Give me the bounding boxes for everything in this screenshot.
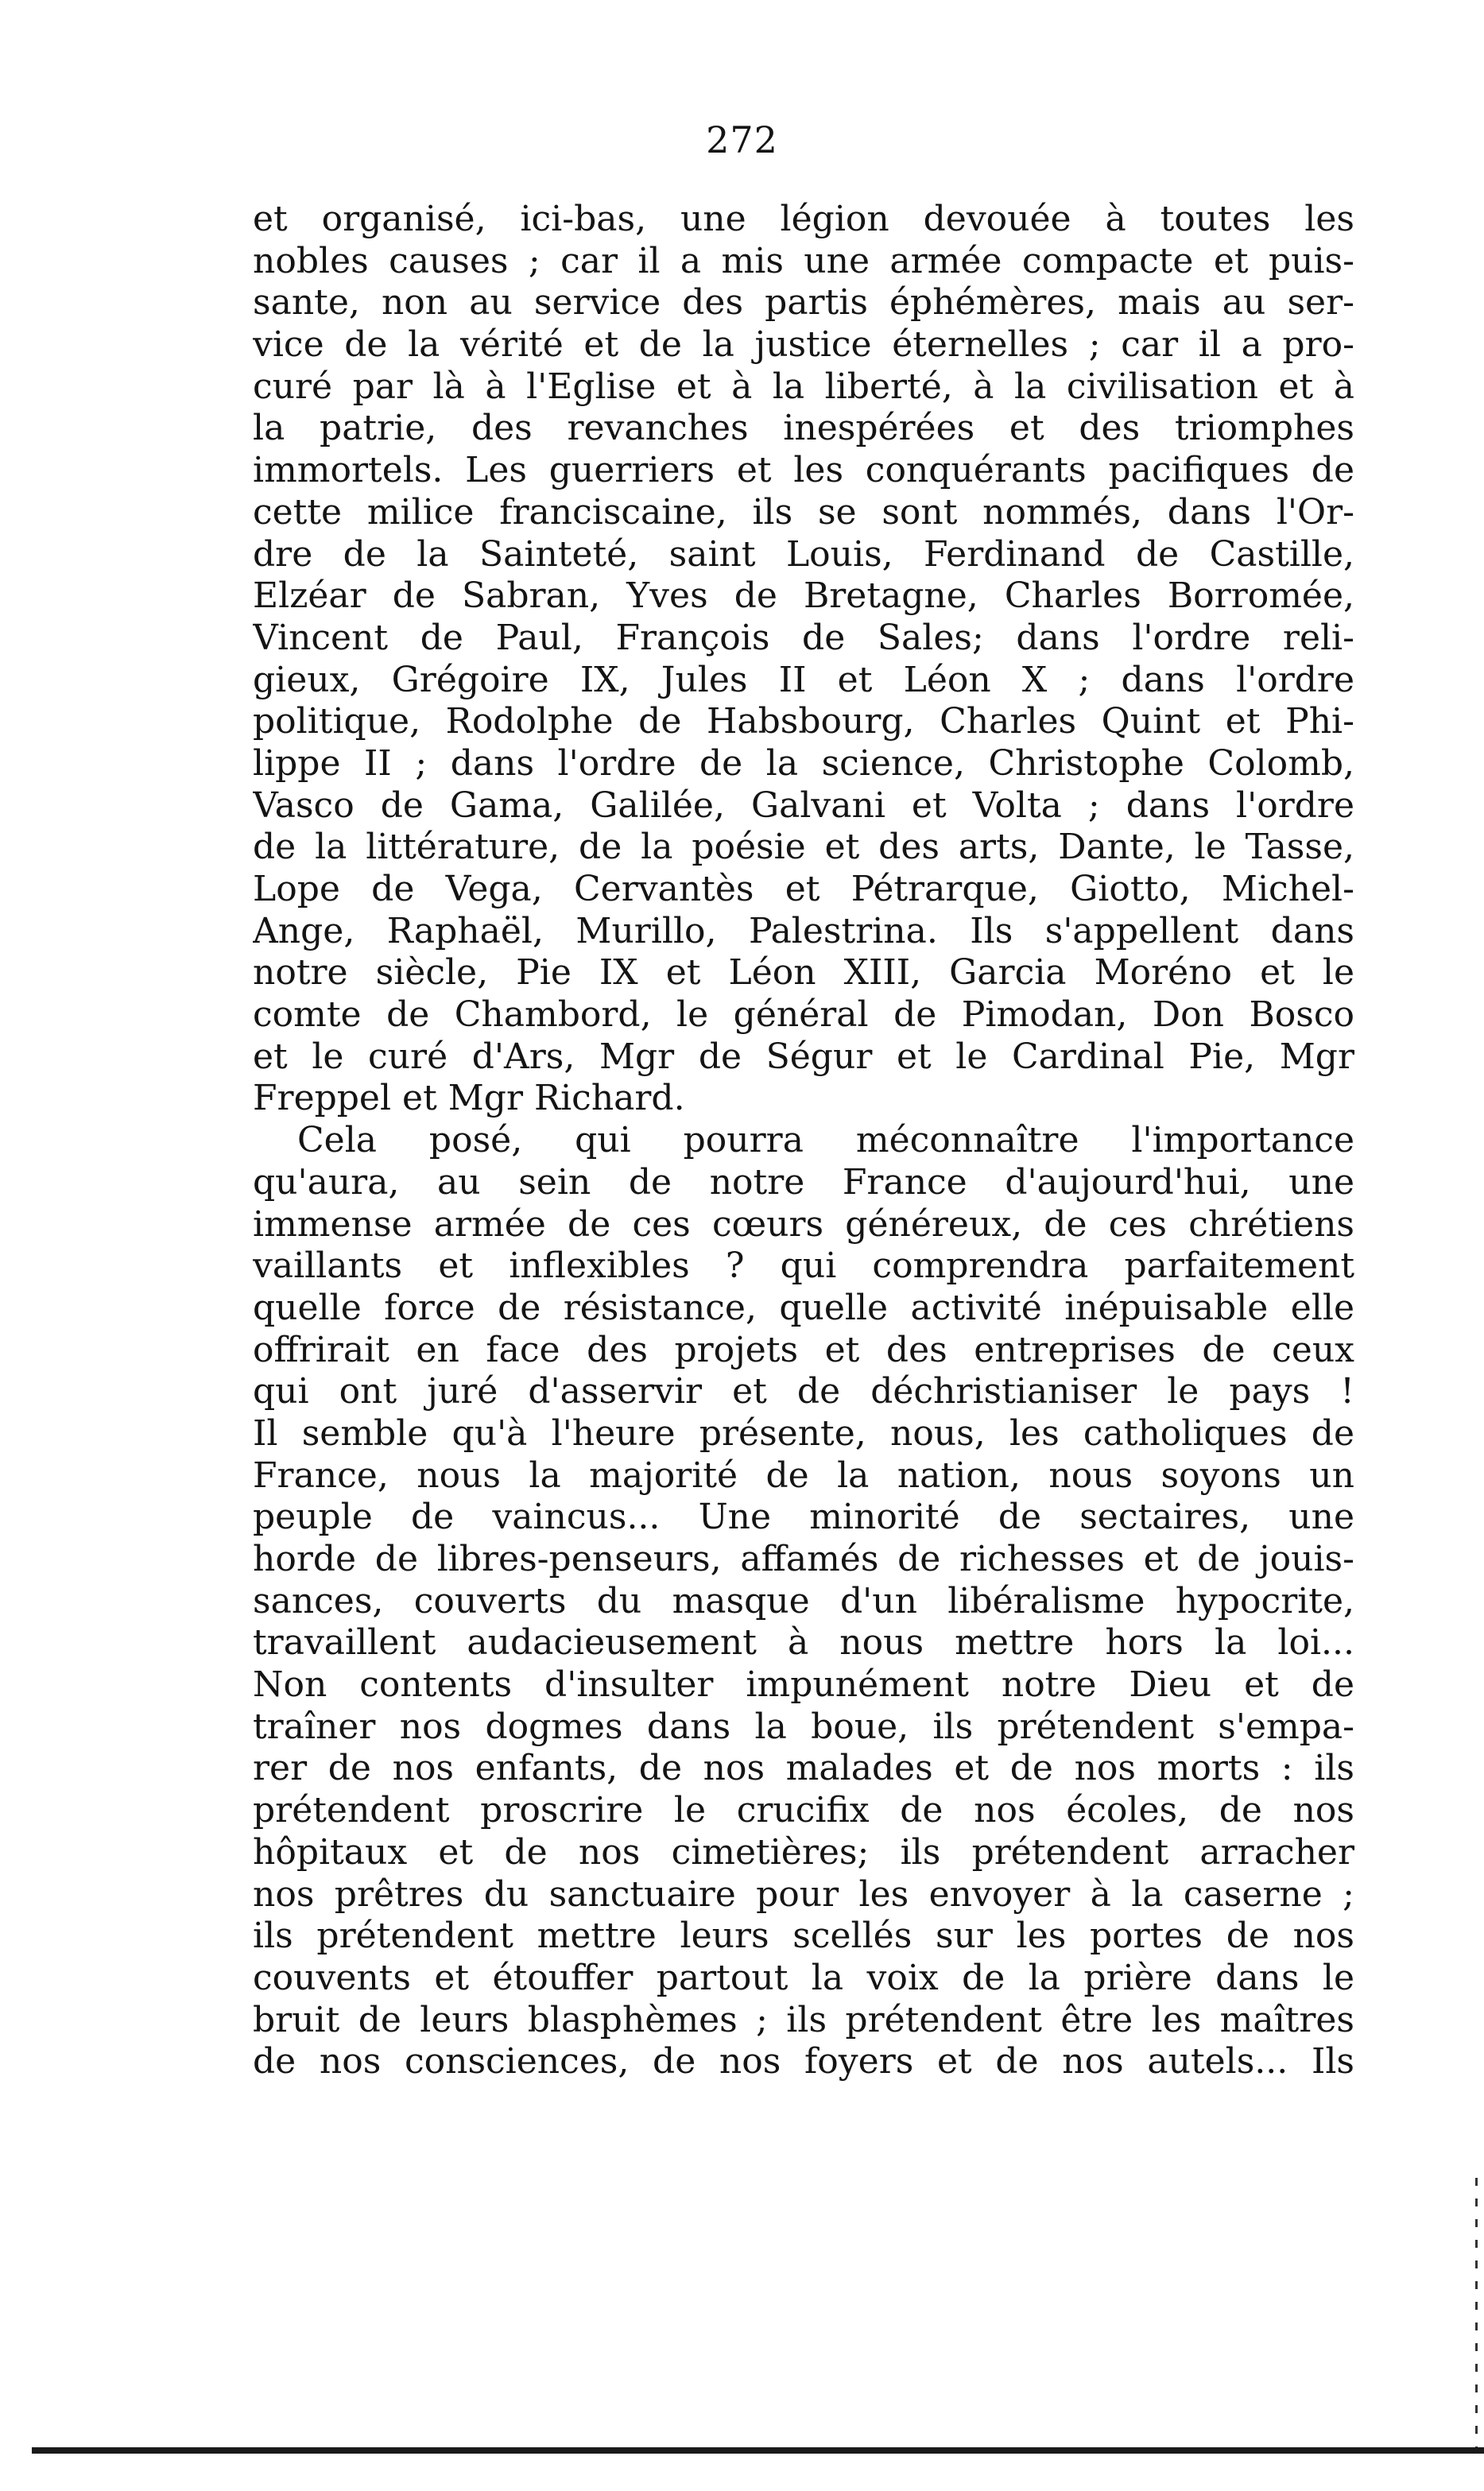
text-line: nobles causes ; car il a mis une armée compacte et puis- [253,240,1354,281]
text-line: curé par là à l'Eglise et à la liberté, à la civilisation et à [253,366,1354,407]
text-line: et organisé, ici-bas, une légion devouée à toutes les [253,199,1354,239]
text-line: traîner nos dogmes dans la boue, ils prétendent s'empa- [253,1706,1354,1747]
text-line: gieux, Grégoire IX, Jules II et Léon X ; dans l'ordre [253,659,1354,700]
text-line: Non contents d'insulter impunément notre Dieu et de [253,1664,1354,1706]
text-line: Cela posé, qui pourra méconnaître l'importance [297,1120,1354,1161]
text-line: peuple de vaincus... Une minorité de sectaires, une [253,1497,1354,1538]
text-line: lippe II ; dans l'ordre de la science, Christophe Colomb, [253,742,1354,784]
text-line: dre de la Sainteté, saint Louis, Ferdinand de Castille, [253,533,1354,575]
text-line: quelle force de résistance, quelle activité inépuisable elle [253,1287,1354,1328]
text-line: couvents et étouffer partout la voix de la prière dans le [253,1957,1354,1998]
text-line: immortels. Les guerriers et les conquérants pacifiques de [253,450,1354,491]
text-line: Il semble qu'à l'heure présente, nous, les catholiques de [253,1412,1354,1454]
body-text [253,199,1354,2083]
text-line: Vasco de Gama, Galilée, Galvani et Volta ; dans l'ordre [253,784,1354,826]
text-line: de la littérature, de la poésie et des arts, Dante, le Tasse, [253,827,1354,868]
text-line: ils prétendent mettre leurs scellés sur les portes de nos [253,1916,1354,1957]
text-line: bruit de leurs blasphèmes ; ils prétendent être les maîtres [253,1999,1354,2040]
text-line: Ange, Raphaël, Murillo, Palestrina. Ils s'appellent dans [253,910,1354,951]
text-line: et le curé d'Ars, Mgr de Ségur et le Cardinal Pie, Mgr [253,1036,1354,1077]
text-line: de nos consciences, de nos foyers et de nos autels... Ils [253,2041,1354,2082]
text-line: qui ont juré d'asservir et de déchristianiser le pays ! [253,1371,1354,1412]
text-line: travaillent audacieusement à nous mettre hors la loi... [253,1622,1354,1664]
text-line: hôpitaux et de nos cimetières; ils prétendent arracher [253,1831,1354,1873]
text-line: nos prêtres du sanctuaire pour les envoyer à la caserne ; [253,1873,1354,1915]
scan-edge-mark [1475,2178,1478,2448]
text-line: offrirait en face des projets et des entreprises de ceux [253,1329,1354,1370]
text-line: horde de libres-penseurs, affamés de richesses et de jouis- [253,1539,1354,1579]
text-line: la patrie, des revanches inespérées et des triomphes [253,408,1354,449]
text-line: politique, Rodolphe de Habsbourg, Charles Quint et Phi- [253,701,1354,742]
text-line: immense armée de ces cœurs généreux, de ces chrétiens [253,1203,1354,1245]
text-line: prétendent proscrire le crucifix de nos écoles, de nos [253,1790,1354,1831]
text-line: Elzéar de Sabran, Yves de Bretagne, Charles Borromée, [253,575,1354,617]
text-line: vice de la vérité et de la justice éternelles ; car il a pro- [253,324,1354,366]
text-line: Lope de Vega, Cervantès et Pétrarque, Giotto, Michel- [253,869,1354,909]
text-line: sances, couverts du masque d'un libéralisme hypocrite, [253,1580,1354,1621]
text-line: sante, non au service des partis éphémères, mais au ser- [253,282,1354,323]
text-line: France, nous la majorité de la nation, nous soyons un [253,1455,1354,1496]
bottom-rule [32,2447,1484,2454]
text-line: notre siècle, Pie IX et Léon XIII, Garcia Moréno et le [253,952,1354,994]
text-line: Freppel et Mgr Richard. [253,1078,685,1119]
text-line: comte de Chambord, le général de Pimodan, Don Bosco [253,994,1354,1036]
page-number: 272 [706,118,778,161]
text-line: vaillants et inflexibles ? qui comprendra parfaitement [253,1246,1354,1287]
text-line: rer de nos enfants, de nos malades et de nos morts : ils [253,1748,1354,1789]
text-line: qu'aura, au sein de notre France d'aujourd'hui, une [253,1161,1354,1203]
text-line: Vincent de Paul, François de Sales; dans l'ordre reli- [253,617,1354,658]
text-line: cette milice franciscaine, ils se sont nommés, dans l'Or- [253,491,1354,533]
